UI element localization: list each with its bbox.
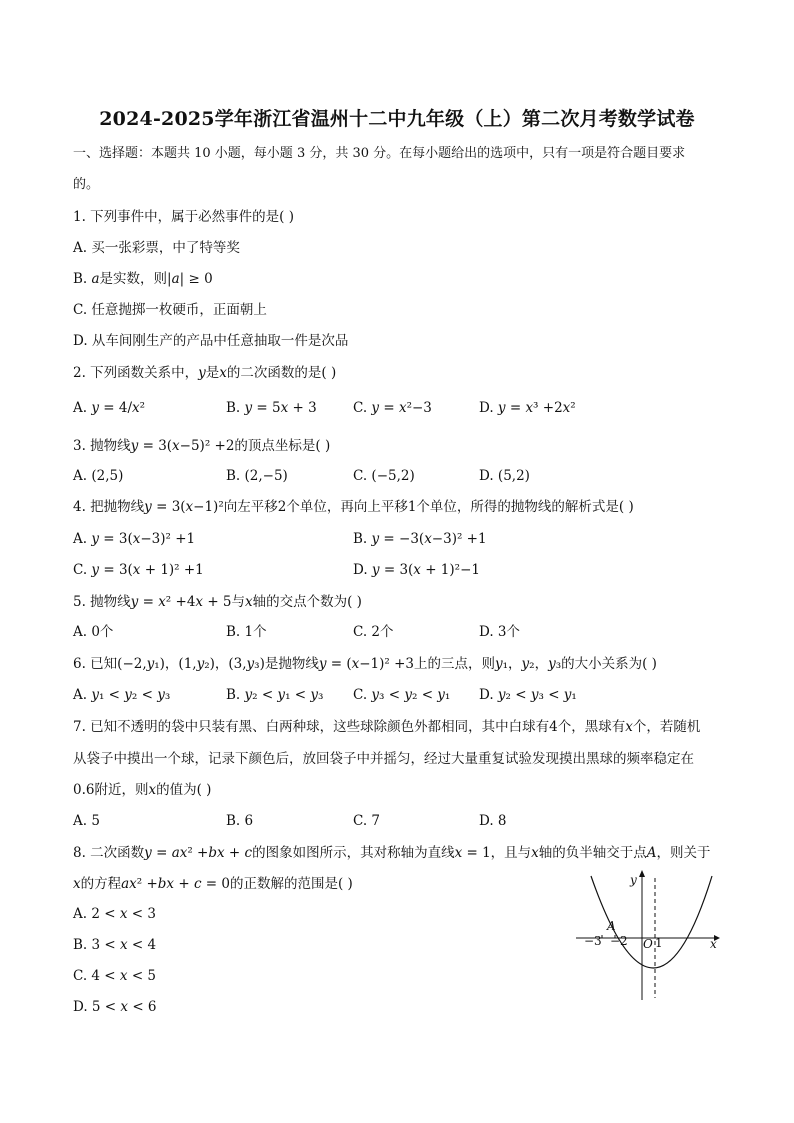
q1-option-b: B. 𝑎是实数，则|𝑎| ≥ 0 bbox=[73, 271, 213, 287]
q5-option-a: A. 0个 bbox=[73, 624, 114, 640]
q8-option-c: C. 4 < 𝑥 < 5 bbox=[73, 968, 157, 984]
q2-option-b: B. 𝑦 = 5𝑥 + 3 bbox=[226, 400, 317, 416]
tick-label-neg3: −3 bbox=[584, 934, 602, 948]
q1-option-d: D. 从车间刚生产的产品中任意抽取一件是次品 bbox=[73, 333, 349, 349]
question-8-stem-line-1: 8. 二次函数𝑦 = 𝑎𝑥² +𝑏𝑥 + 𝑐的图象如图所示，其对称轴为直线𝑥 = 1，且与𝑥轴的负半轴交于点𝐴，则关于 bbox=[73, 845, 711, 861]
question-4-stem: 4. 把抛物线𝑦 = 3(𝑥−1)²向左平移2个单位，再向上平移1个单位，所得的抛物线的解析式是( ) bbox=[73, 499, 634, 515]
q1-option-c: C. 任意抛掷一枚硬币，正面朝上 bbox=[73, 302, 267, 318]
q8-option-a: A. 2 < 𝑥 < 3 bbox=[73, 906, 156, 922]
q6-option-a: A. 𝑦₁ < 𝑦₂ < 𝑦₃ bbox=[73, 687, 171, 703]
q5-option-d: D. 3个 bbox=[479, 624, 521, 640]
question-6-stem: 6. 已知(−2,𝑦₁)，(1,𝑦₂)，(3,𝑦₃)是抛物线𝑦 = (𝑥−1)² +3上的三点，则𝑦₁，𝑦₂，𝑦₃的大小关系为( ) bbox=[73, 656, 657, 672]
q3-option-b: B. (2,−5) bbox=[226, 468, 288, 484]
x-axis-label: x bbox=[710, 937, 717, 951]
section-heading: 一、选择题：本题共 10 小题，每小题 3 分，共 30 分。在每小题给出的选项中，只有一项是符合题目要求 bbox=[73, 146, 686, 161]
q3-option-a: A. (2,5) bbox=[73, 468, 124, 484]
q3-option-d: D. (5,2) bbox=[479, 468, 530, 484]
question-7-stem-line-3: 0.6附近，则𝑥的值为( ) bbox=[73, 782, 212, 798]
q7-option-d: D. 8 bbox=[479, 813, 507, 829]
page-title: 2024-2025学年浙江省温州十二中九年级（上）第二次月考数学试卷 bbox=[99, 108, 695, 130]
y-axis-arrow bbox=[639, 870, 645, 877]
q4-option-d: D. 𝑦 = 3(𝑥 + 1)²−1 bbox=[353, 562, 480, 578]
question-1-stem: 1. 下列事件中，属于必然事件的是( ) bbox=[73, 209, 294, 225]
origin-label: O bbox=[643, 937, 653, 951]
question-7-stem-line-1: 7. 已知不透明的袋中只装有黑、白两种球，这些球除颜色外都相同，其中白球有4个，黑球有𝑥个，若随机 bbox=[73, 719, 701, 735]
q4-option-a: A. 𝑦 = 3(𝑥−3)² +1 bbox=[73, 531, 196, 547]
q4-option-c: C. 𝑦 = 3(𝑥 + 1)² +1 bbox=[73, 562, 204, 578]
question-8-stem-line-2: 𝑥的方程𝑎𝑥² +𝑏𝑥 + 𝑐 = 0的正数解的范围是( ) bbox=[73, 876, 353, 892]
question-7-stem-line-2: 从袋子中摸出一个球，记录下颜色后，放回袋子中并摇匀，经过大量重复试验发现摸出黑球的频率稳定在 bbox=[73, 751, 694, 767]
q7-option-a: A. 5 bbox=[73, 813, 100, 829]
q2-option-d: D. 𝑦 = 𝑥³ +2𝑥² bbox=[479, 400, 576, 416]
point-a-label: A bbox=[607, 919, 616, 933]
q7-option-c: C. 7 bbox=[353, 813, 381, 829]
question-2-stem: 2. 下列函数关系中，𝑦是𝑥的二次函数的是( ) bbox=[73, 365, 337, 381]
parabola-figure bbox=[574, 868, 724, 1003]
q8-option-d: D. 5 < 𝑥 < 6 bbox=[73, 999, 157, 1015]
q2-option-c: C. 𝑦 = 𝑥²−3 bbox=[353, 400, 432, 416]
y-axis-label: y bbox=[630, 873, 637, 887]
q7-option-b: B. 6 bbox=[226, 813, 254, 829]
q6-option-b: B. 𝑦₂ < 𝑦₁ < 𝑦₃ bbox=[226, 687, 324, 703]
q2-option-a: A. 𝑦 = 4/𝑥² bbox=[73, 400, 146, 416]
section-heading-cont: 的。 bbox=[73, 177, 100, 192]
q1-option-a: A. 买一张彩票，中了特等奖 bbox=[73, 240, 240, 256]
question-3-stem: 3. 抛物线𝑦 = 3(𝑥−5)² +2的顶点坐标是( ) bbox=[73, 438, 331, 454]
q6-option-c: C. 𝑦₃ < 𝑦₂ < 𝑦₁ bbox=[353, 687, 451, 703]
q6-option-d: D. 𝑦₂ < 𝑦₃ < 𝑦₁ bbox=[479, 687, 577, 703]
question-5-stem: 5. 抛物线𝑦 = 𝑥² +4𝑥 + 5与𝑥轴的交点个数为( ) bbox=[73, 594, 362, 610]
q5-option-c: C. 2个 bbox=[353, 624, 394, 640]
q4-option-b: B. 𝑦 = −3(𝑥−3)² +1 bbox=[353, 531, 487, 547]
tick-label-neg2: −2 bbox=[610, 934, 628, 948]
tick-label-1: 1 bbox=[655, 936, 663, 950]
q5-option-b: B. 1个 bbox=[226, 624, 267, 640]
q8-option-b: B. 3 < 𝑥 < 4 bbox=[73, 937, 157, 953]
q3-option-c: C. (−5,2) bbox=[353, 468, 415, 484]
